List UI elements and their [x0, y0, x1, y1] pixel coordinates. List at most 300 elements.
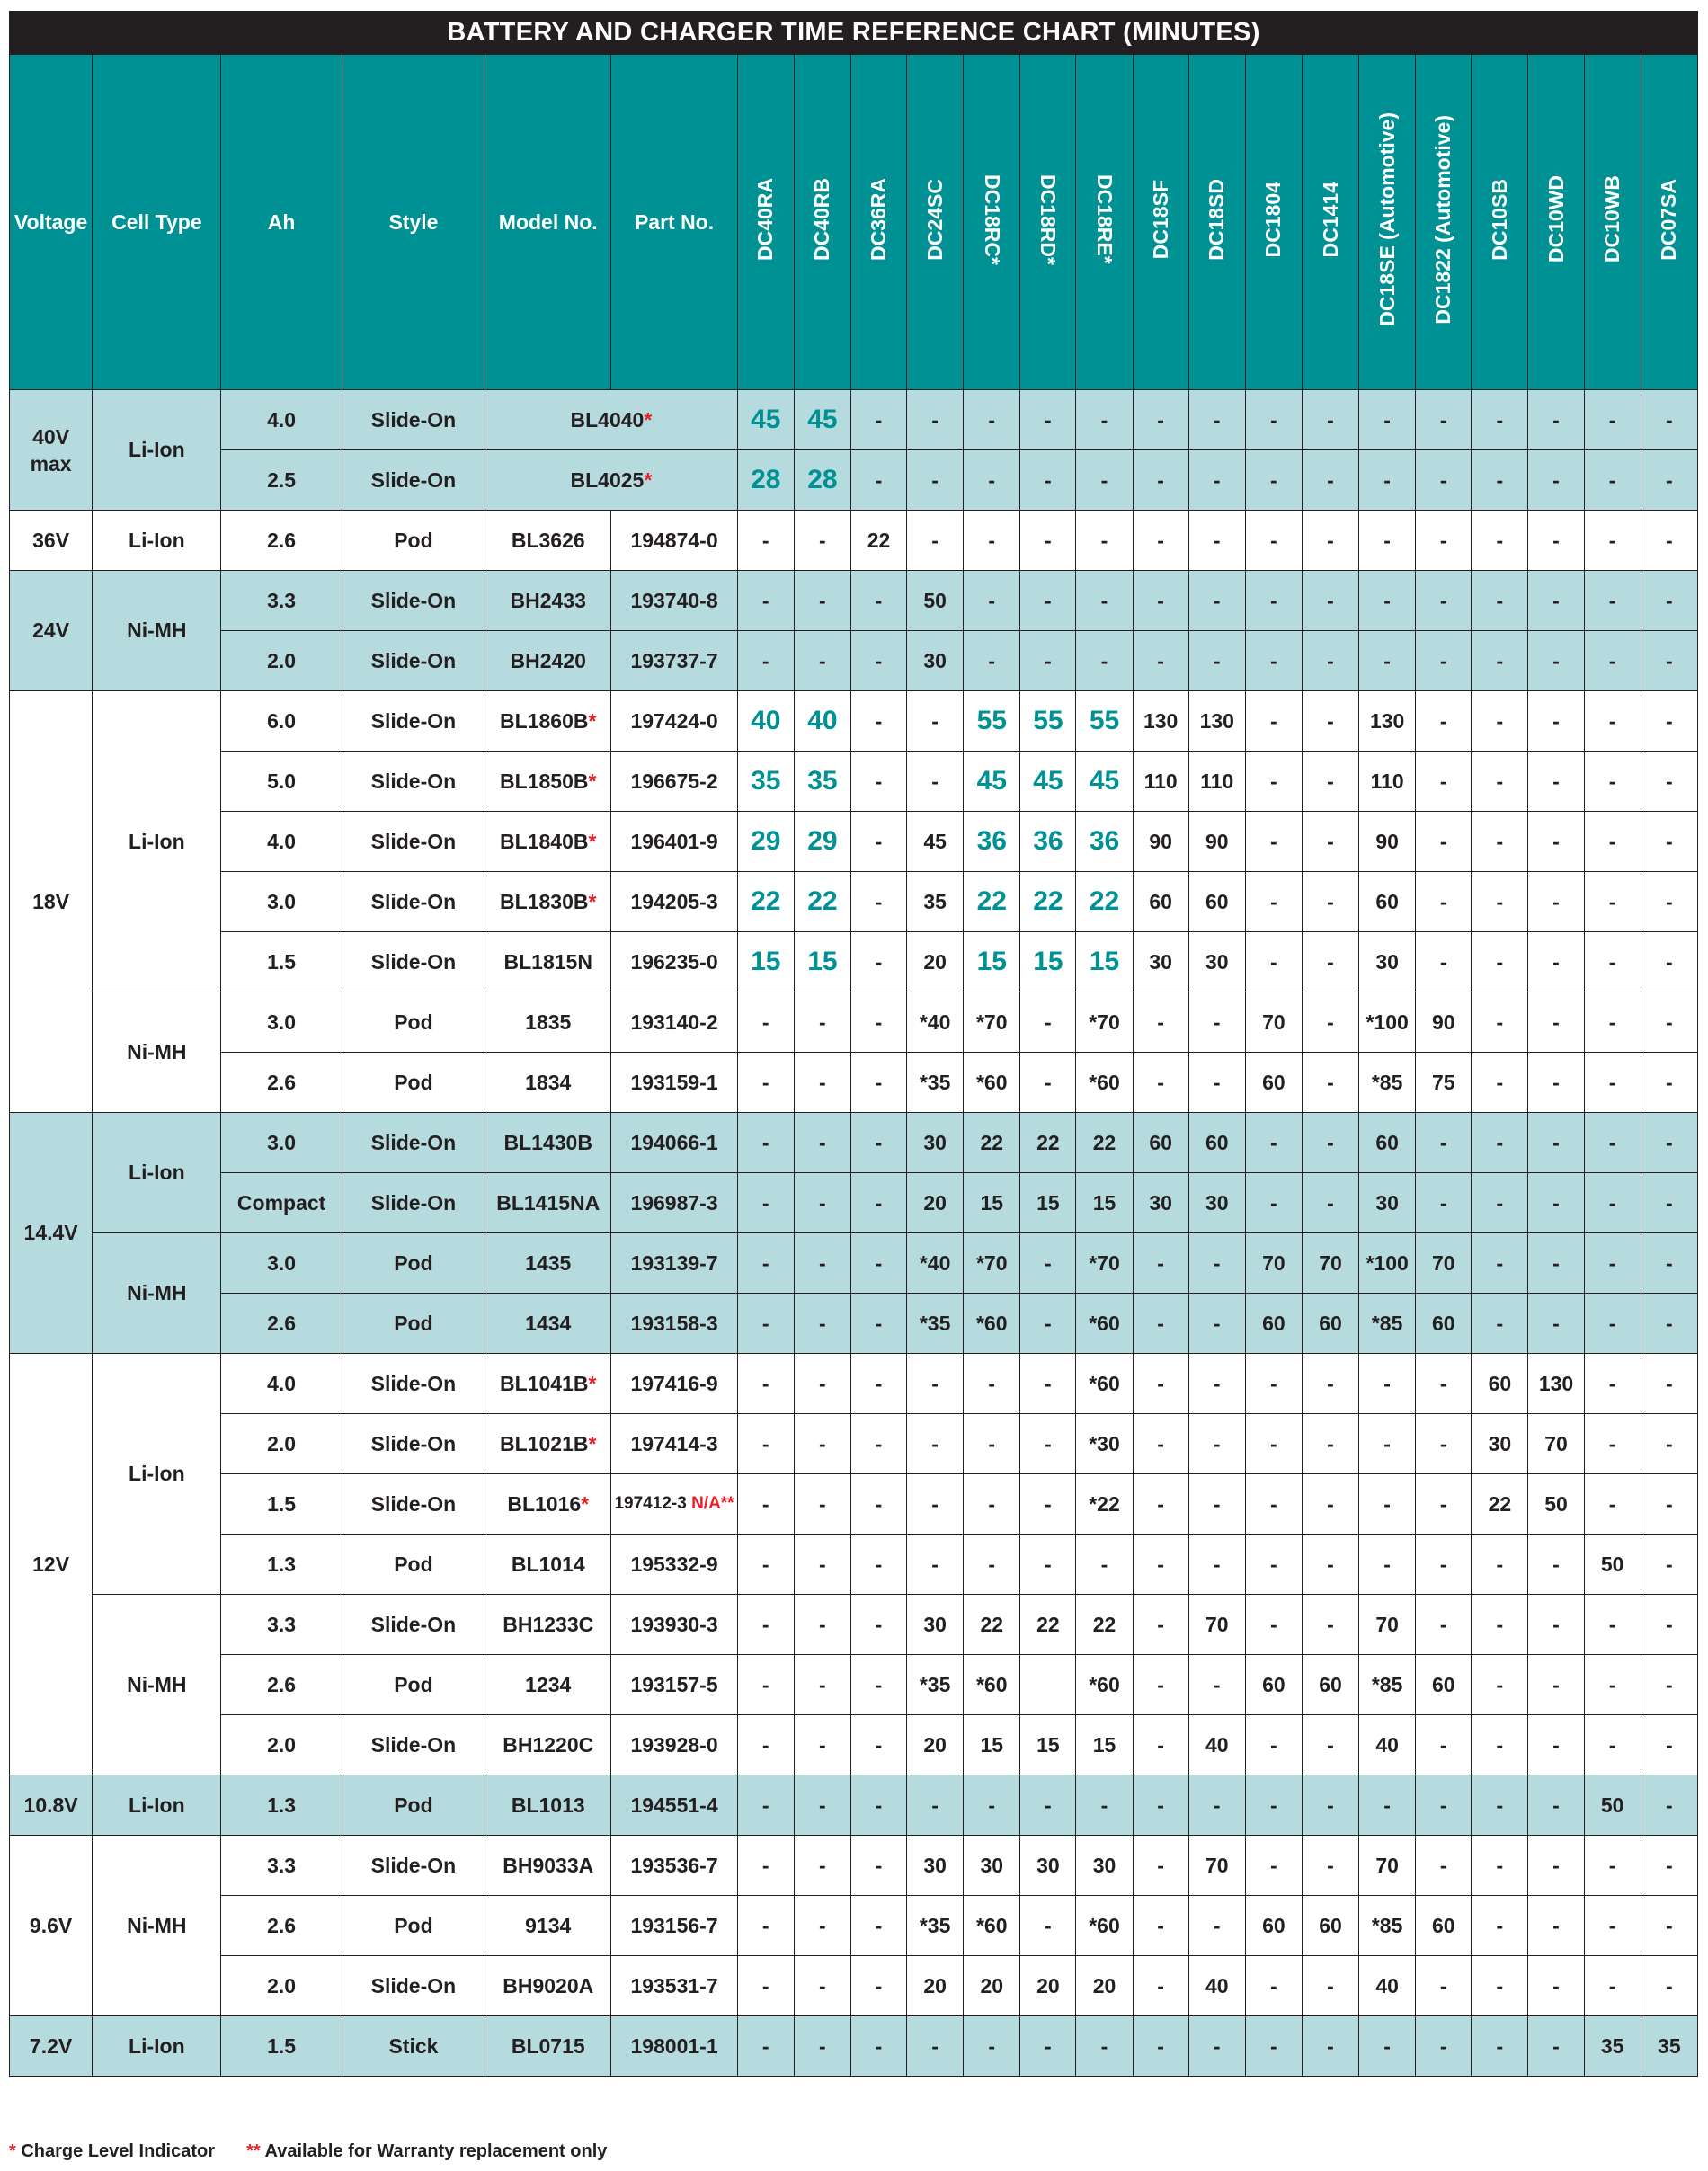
charge-time-cell: -: [850, 1595, 906, 1655]
charge-time-cell: -: [1359, 631, 1416, 691]
charge-time-cell: -: [737, 1173, 794, 1233]
charge-time-cell: -: [1245, 1836, 1302, 1896]
style-cell: Pod: [342, 1053, 485, 1113]
table-row: [10, 1053, 1698, 1113]
part-cell: [611, 1173, 737, 1233]
model-cell: [485, 1474, 611, 1535]
charge-time-cell: -: [1188, 1053, 1245, 1113]
charge-time-cell: -: [737, 1113, 794, 1173]
model-cell: [485, 992, 611, 1053]
ah-cell: 1.3: [221, 1535, 342, 1595]
charge-time-cell: -: [737, 992, 794, 1053]
charge-time-cell: -: [1188, 1354, 1245, 1414]
style-cell: Pod: [342, 1535, 485, 1595]
charge-time-cell: -: [794, 1173, 850, 1233]
charge-level-star: *: [588, 769, 597, 793]
header-charger: [1188, 55, 1245, 390]
charge-time-cell: 15: [1076, 1715, 1133, 1775]
charge-time-cell: -: [1188, 1896, 1245, 1956]
charge-time-cell: -: [1528, 992, 1584, 1053]
charge-time-cell: -: [794, 1836, 850, 1896]
style-cell: Slide-On: [342, 812, 485, 872]
model-cell: [485, 1294, 611, 1354]
charge-time-cell: 60: [1245, 1655, 1302, 1715]
charge-time-cell: -: [1133, 450, 1188, 511]
charge-time-cell: -: [1245, 1595, 1302, 1655]
charge-time-cell: -: [850, 691, 906, 752]
charge-time-cell: -: [1302, 390, 1358, 450]
model-cell: [485, 1414, 611, 1474]
charge-time-cell: -: [1302, 752, 1358, 812]
ah-cell: 6.0: [221, 691, 342, 752]
ah-cell: 3.0: [221, 1113, 342, 1173]
charge-time-cell: -: [1188, 1655, 1245, 1715]
style-cell: Pod: [342, 1294, 485, 1354]
charge-time-cell: -: [1641, 932, 1697, 992]
part-number: 194205-3: [630, 889, 718, 913]
charge-time-cell: 15: [737, 932, 794, 992]
charge-time-cell: -: [1472, 1294, 1528, 1354]
charge-time-cell: -: [1641, 571, 1697, 631]
charge-time-cell: 22: [794, 872, 850, 932]
charge-time-cell: -: [1472, 1173, 1528, 1233]
charge-time-cell: -: [737, 1595, 794, 1655]
table-row: [10, 1414, 1698, 1474]
charge-time-cell: -: [1188, 511, 1245, 571]
charge-time-cell: -: [1641, 1474, 1697, 1535]
model-number: BL1815N: [503, 949, 592, 974]
charge-time-cell: -: [1076, 631, 1133, 691]
charge-time-cell: -: [1641, 631, 1697, 691]
charge-time-cell: -: [1359, 511, 1416, 571]
charge-time-cell: -: [1472, 1535, 1528, 1595]
charge-time-cell: 40: [1359, 1715, 1416, 1775]
chart-title: BATTERY AND CHARGER TIME REFERENCE CHART (MINUTES): [9, 11, 1698, 54]
charge-time-cell: -: [1416, 1715, 1472, 1775]
charge-time-cell: -: [850, 1535, 906, 1595]
header-charger: [1584, 55, 1641, 390]
footnotes: [9, 2141, 607, 2162]
ah-cell: 4.0: [221, 1354, 342, 1414]
style-cell: Slide-On: [342, 691, 485, 752]
charge-time-cell: -: [1188, 631, 1245, 691]
charge-time-cell: -: [794, 1053, 850, 1113]
style-cell: Slide-On: [342, 1836, 485, 1896]
charge-time-cell: -: [850, 1233, 906, 1294]
table-row: [10, 752, 1698, 812]
header-row: [10, 55, 1698, 390]
charge-time-cell: -: [1302, 450, 1358, 511]
charge-time-cell: -: [1020, 1535, 1076, 1595]
model-cell: [485, 1655, 611, 1715]
charge-time-cell: -: [1245, 450, 1302, 511]
model-cell: [485, 631, 611, 691]
header-charger: [1359, 55, 1416, 390]
footnote-2-text: Available for Warranty replacement only: [264, 2141, 608, 2161]
charge-time-cell: 70: [1188, 1595, 1245, 1655]
model-number: BL3626: [511, 528, 585, 552]
charge-time-cell: -: [1133, 1715, 1188, 1775]
ah-cell: 2.0: [221, 1414, 342, 1474]
ah-cell: 2.0: [221, 631, 342, 691]
charge-time-cell: -: [1584, 1173, 1641, 1233]
charge-time-cell: -: [1528, 1775, 1584, 1836]
charge-time-cell: -: [1584, 1474, 1641, 1535]
charge-time-cell: -: [794, 631, 850, 691]
charge-time-cell: -: [1416, 1414, 1472, 1474]
charge-time-cell: -: [1472, 1053, 1528, 1113]
table-row: [10, 390, 1698, 450]
charge-time-cell: -: [1133, 1775, 1188, 1836]
charger-label: DC18RC: [980, 174, 1004, 257]
table-row: [10, 691, 1698, 752]
charge-time-cell: 40: [1188, 1956, 1245, 2016]
model-cell: [485, 1535, 611, 1595]
charge-time-cell: -: [1416, 1836, 1472, 1896]
charge-time-cell: -: [1584, 1053, 1641, 1113]
charge-time-cell: *70: [1076, 992, 1133, 1053]
charge-time-cell: 15: [1076, 932, 1133, 992]
part-cell: [611, 1775, 737, 1836]
charge-time-cell: -: [1302, 1535, 1358, 1595]
style-cell: Slide-On: [342, 1474, 485, 1535]
part-cell: [611, 752, 737, 812]
charge-time-cell: -: [1641, 812, 1697, 872]
charge-time-cell: -: [1584, 872, 1641, 932]
header-voltage: Voltage: [10, 55, 93, 390]
header-charger: [737, 55, 794, 390]
charge-time-cell: 45: [907, 812, 964, 872]
charge-time-cell: -: [794, 1595, 850, 1655]
ah-cell: 2.6: [221, 1655, 342, 1715]
charger-label: DC10WB: [1600, 175, 1624, 263]
part-number: 193158-3: [630, 1311, 718, 1335]
model-number: BL1830B: [500, 889, 589, 913]
charge-time-cell: -: [1188, 1535, 1245, 1595]
charge-time-cell: 40: [737, 691, 794, 752]
charge-time-cell: 60: [1359, 1113, 1416, 1173]
charge-time-cell: -: [850, 1956, 906, 2016]
part-na-note: N/A**: [691, 1494, 734, 1513]
model-number: BL1415NA: [496, 1190, 600, 1215]
charge-time-cell: -: [907, 1414, 964, 1474]
part-cell: [611, 1715, 737, 1775]
part-number: 193156-7: [630, 1913, 718, 1937]
charge-time-cell: *22: [1076, 1474, 1133, 1535]
charge-time-cell: 20: [907, 932, 964, 992]
charge-time-cell: -: [1528, 1595, 1584, 1655]
charge-time-cell: 15: [964, 1715, 1020, 1775]
charge-time-cell: -: [737, 1715, 794, 1775]
header-charger: [1472, 55, 1528, 390]
charge-time-cell: -: [1188, 1233, 1245, 1294]
charge-time-cell: -: [1302, 1775, 1358, 1836]
charge-time-cell: -: [1416, 2016, 1472, 2077]
charger-label: DC07SA: [1657, 178, 1681, 261]
charge-time-cell: -: [1188, 1414, 1245, 1474]
model-cell: [485, 1113, 611, 1173]
ah-cell: 3.3: [221, 1836, 342, 1896]
ah-cell: 4.0: [221, 390, 342, 450]
charge-time-cell: 30: [907, 1836, 964, 1896]
table-row: [10, 992, 1698, 1053]
charge-time-cell: -: [1302, 1836, 1358, 1896]
charge-time-cell: -: [1472, 932, 1528, 992]
ah-cell: 3.0: [221, 1233, 342, 1294]
style-cell: Pod: [342, 1775, 485, 1836]
charge-time-cell: -: [1302, 1595, 1358, 1655]
charge-time-cell: -: [1641, 992, 1697, 1053]
model-number: BH2433: [510, 588, 586, 612]
charge-time-cell: -: [1188, 1294, 1245, 1354]
charge-time-cell: -: [907, 450, 964, 511]
charge-time-cell: -: [964, 631, 1020, 691]
footnote-2-mark: **: [246, 2141, 261, 2161]
charge-time-cell: -: [1359, 2016, 1416, 2077]
charge-time-cell: -: [1472, 812, 1528, 872]
charge-time-cell: 130: [1188, 691, 1245, 752]
charge-time-cell: -: [737, 571, 794, 631]
charge-time-cell: -: [1472, 1956, 1528, 2016]
model-number: 9134: [525, 1913, 572, 1937]
charge-time-cell: -: [1584, 1354, 1641, 1414]
charge-time-cell: -: [1584, 1294, 1641, 1354]
charge-time-cell: -: [850, 2016, 906, 2077]
charge-time-cell: -: [1472, 992, 1528, 1053]
charge-time-cell: -: [1416, 1474, 1472, 1535]
charge-time-cell: -: [1359, 1474, 1416, 1535]
charge-time-cell: -: [1528, 1294, 1584, 1354]
charger-label: DC36RA: [867, 177, 890, 262]
charge-time-cell: -: [964, 390, 1020, 450]
style-cell: Slide-On: [342, 631, 485, 691]
cell-type-cell: Ni-MH: [93, 1836, 221, 2016]
header-part-no: Part No.: [611, 55, 737, 390]
charge-time-cell: -: [1584, 1896, 1641, 1956]
style-cell: Slide-On: [342, 1956, 485, 2016]
style-cell: Pod: [342, 992, 485, 1053]
charge-time-cell: 110: [1188, 752, 1245, 812]
charge-time-cell: -: [1245, 872, 1302, 932]
charge-time-cell: -: [1245, 1414, 1302, 1474]
charge-time-cell: -: [1641, 691, 1697, 752]
style-cell: Pod: [342, 1655, 485, 1715]
charge-time-cell: -: [850, 1715, 906, 1775]
part-number: 198001-1: [630, 2033, 718, 2058]
charge-time-cell: -: [1416, 1173, 1472, 1233]
charge-time-cell: 36: [964, 812, 1020, 872]
model-number: BH2420: [510, 648, 586, 672]
charger-label: DC40RA: [753, 177, 778, 262]
charge-time-cell: *35: [907, 1053, 964, 1113]
charge-time-cell: -: [1133, 992, 1188, 1053]
charge-time-cell: -: [1416, 1956, 1472, 2016]
charge-time-cell: -: [1245, 1474, 1302, 1535]
charge-time-cell: -: [1245, 1113, 1302, 1173]
charge-time-cell: -: [1641, 1595, 1697, 1655]
header-charger: [1641, 55, 1697, 390]
charge-time-cell: -: [737, 1474, 794, 1535]
charge-time-cell: 30: [1020, 1836, 1076, 1896]
charge-time-cell: 60: [1472, 1354, 1528, 1414]
charge-time-cell: 22: [964, 1113, 1020, 1173]
charge-time-cell: -: [1302, 691, 1358, 752]
charge-time-cell: *60: [964, 1655, 1020, 1715]
header-charger: [1133, 55, 1188, 390]
charge-time-cell: 50: [1528, 1474, 1584, 1535]
charge-time-cell: 30: [907, 1595, 964, 1655]
header-charger: [1020, 55, 1076, 390]
charge-time-cell: -: [1020, 1474, 1076, 1535]
model-number: BH9020A: [503, 1973, 594, 1997]
model-cell: [485, 2016, 611, 2077]
charge-time-cell: -: [907, 511, 964, 571]
charge-time-cell: -: [907, 752, 964, 812]
cell-type-cell: Li-Ion: [93, 1354, 221, 1595]
charge-time-cell: -: [1302, 571, 1358, 631]
charge-time-cell: -: [1641, 1354, 1697, 1414]
charge-time-cell: -: [1584, 932, 1641, 992]
charge-time-cell: -: [1359, 1775, 1416, 1836]
model-cell: [485, 1354, 611, 1414]
model-number: BL1021B: [500, 1431, 589, 1455]
charge-time-cell: 60: [1359, 872, 1416, 932]
cell-type-cell: Li-Ion: [93, 1775, 221, 1836]
charge-time-cell: 45: [737, 390, 794, 450]
charge-time-cell: *35: [907, 1294, 964, 1354]
charge-time-cell: 110: [1359, 752, 1416, 812]
charge-time-cell: 20: [907, 1715, 964, 1775]
charge-time-cell: -: [1359, 1414, 1416, 1474]
charge-time-cell: -: [1020, 1294, 1076, 1354]
charge-time-cell: *30: [1076, 1414, 1133, 1474]
charge-time-cell: 60: [1302, 1294, 1358, 1354]
cell-type-cell: Ni-MH: [93, 1595, 221, 1775]
charge-time-cell: -: [737, 1535, 794, 1595]
table-row: [10, 1956, 1698, 2016]
charge-time-cell: *85: [1359, 1053, 1416, 1113]
charger-star-mark: *: [1093, 255, 1116, 264]
style-cell: Pod: [342, 1233, 485, 1294]
charge-time-cell: -: [1641, 872, 1697, 932]
charge-time-cell: -: [1076, 2016, 1133, 2077]
charge-time-cell: 15: [794, 932, 850, 992]
part-number: 196235-0: [630, 949, 718, 974]
charge-time-cell: 20: [1076, 1956, 1133, 2016]
charge-time-cell: -: [1133, 571, 1188, 631]
part-number: 194551-4: [630, 1793, 718, 1817]
charge-time-cell: 130: [1528, 1354, 1584, 1414]
charge-time-cell: -: [1641, 1715, 1697, 1775]
charge-time-cell: -: [1133, 2016, 1188, 2077]
ah-cell: 4.0: [221, 812, 342, 872]
charge-time-cell: 35: [737, 752, 794, 812]
charge-time-cell: -: [1076, 390, 1133, 450]
model-cell: [485, 1595, 611, 1655]
header-charger: [1245, 55, 1302, 390]
charge-time-cell: -: [1584, 691, 1641, 752]
charge-time-cell: -: [850, 571, 906, 631]
charge-time-cell: -: [1472, 1595, 1528, 1655]
charge-time-cell: -: [1641, 1775, 1697, 1836]
charge-time-cell: -: [850, 1896, 906, 1956]
part-cell: [611, 1595, 737, 1655]
charge-time-cell: -: [1302, 872, 1358, 932]
charge-time-cell: 30: [907, 631, 964, 691]
style-cell: Pod: [342, 511, 485, 571]
charge-time-cell: -: [1133, 511, 1188, 571]
model-number: 1835: [525, 1010, 572, 1034]
charge-time-cell: 29: [794, 812, 850, 872]
charge-time-cell: -: [1641, 1655, 1697, 1715]
charge-time-cell: 60: [1416, 1896, 1472, 1956]
charge-time-cell: -: [1302, 631, 1358, 691]
charge-time-cell: -: [907, 2016, 964, 2077]
charge-time-cell: -: [1359, 450, 1416, 511]
charge-time-cell: -: [1076, 1535, 1133, 1595]
charger-label: DC10WD: [1543, 175, 1568, 263]
charge-time-cell: -: [1020, 992, 1076, 1053]
charge-time-cell: -: [794, 1474, 850, 1535]
charge-time-cell: -: [1528, 691, 1584, 752]
charge-time-cell: -: [1020, 1354, 1076, 1414]
charge-time-cell: 22: [1076, 1595, 1133, 1655]
model-number: BH1233C: [503, 1612, 594, 1636]
charge-time-cell: -: [737, 1956, 794, 2016]
charge-time-cell: -: [1133, 1595, 1188, 1655]
charge-time-cell: -: [907, 1775, 964, 1836]
ah-cell: 3.0: [221, 872, 342, 932]
model-number: BL1041B: [500, 1371, 589, 1395]
charge-time-cell: *85: [1359, 1294, 1416, 1354]
charge-time-cell: 60: [1133, 1113, 1188, 1173]
ah-cell: 1.5: [221, 2016, 342, 2077]
charge-time-cell: -: [1302, 1414, 1358, 1474]
part-number: 193139-7: [630, 1250, 718, 1275]
model-cell: [485, 390, 738, 450]
charge-time-cell: 50: [907, 571, 964, 631]
table-row: [10, 1535, 1698, 1595]
charge-time-cell: -: [1359, 1535, 1416, 1595]
charge-time-cell: -: [907, 691, 964, 752]
charge-time-cell: -: [1133, 1053, 1188, 1113]
charge-time-cell: -: [1302, 812, 1358, 872]
charger-label: DC10SB: [1487, 178, 1511, 261]
charge-time-cell: -: [1472, 752, 1528, 812]
model-number: BL1850B: [500, 769, 589, 793]
voltage-cell: 18V: [10, 691, 93, 1113]
charge-time-cell: -: [1416, 631, 1472, 691]
charge-time-cell: -: [794, 1294, 850, 1354]
charge-time-cell: 30: [1188, 1173, 1245, 1233]
charge-time-cell: -: [1302, 932, 1358, 992]
charge-time-cell: 60: [1188, 1113, 1245, 1173]
charge-time-cell: *60: [1076, 1294, 1133, 1354]
table-row: [10, 571, 1698, 631]
charge-time-cell: 60: [1245, 1053, 1302, 1113]
charge-time-cell: 15: [1020, 1715, 1076, 1775]
charge-time-cell: -: [1302, 1715, 1358, 1775]
charge-time-cell: 15: [964, 932, 1020, 992]
model-number: BH1220C: [503, 1732, 594, 1757]
charge-time-cell: -: [737, 631, 794, 691]
charge-time-cell: -: [794, 1715, 850, 1775]
ah-cell: 2.6: [221, 1053, 342, 1113]
charge-time-cell: -: [1076, 511, 1133, 571]
charge-time-cell: -: [1133, 1836, 1188, 1896]
cell-type-cell: Ni-MH: [93, 992, 221, 1113]
part-number: 194874-0: [630, 528, 718, 552]
